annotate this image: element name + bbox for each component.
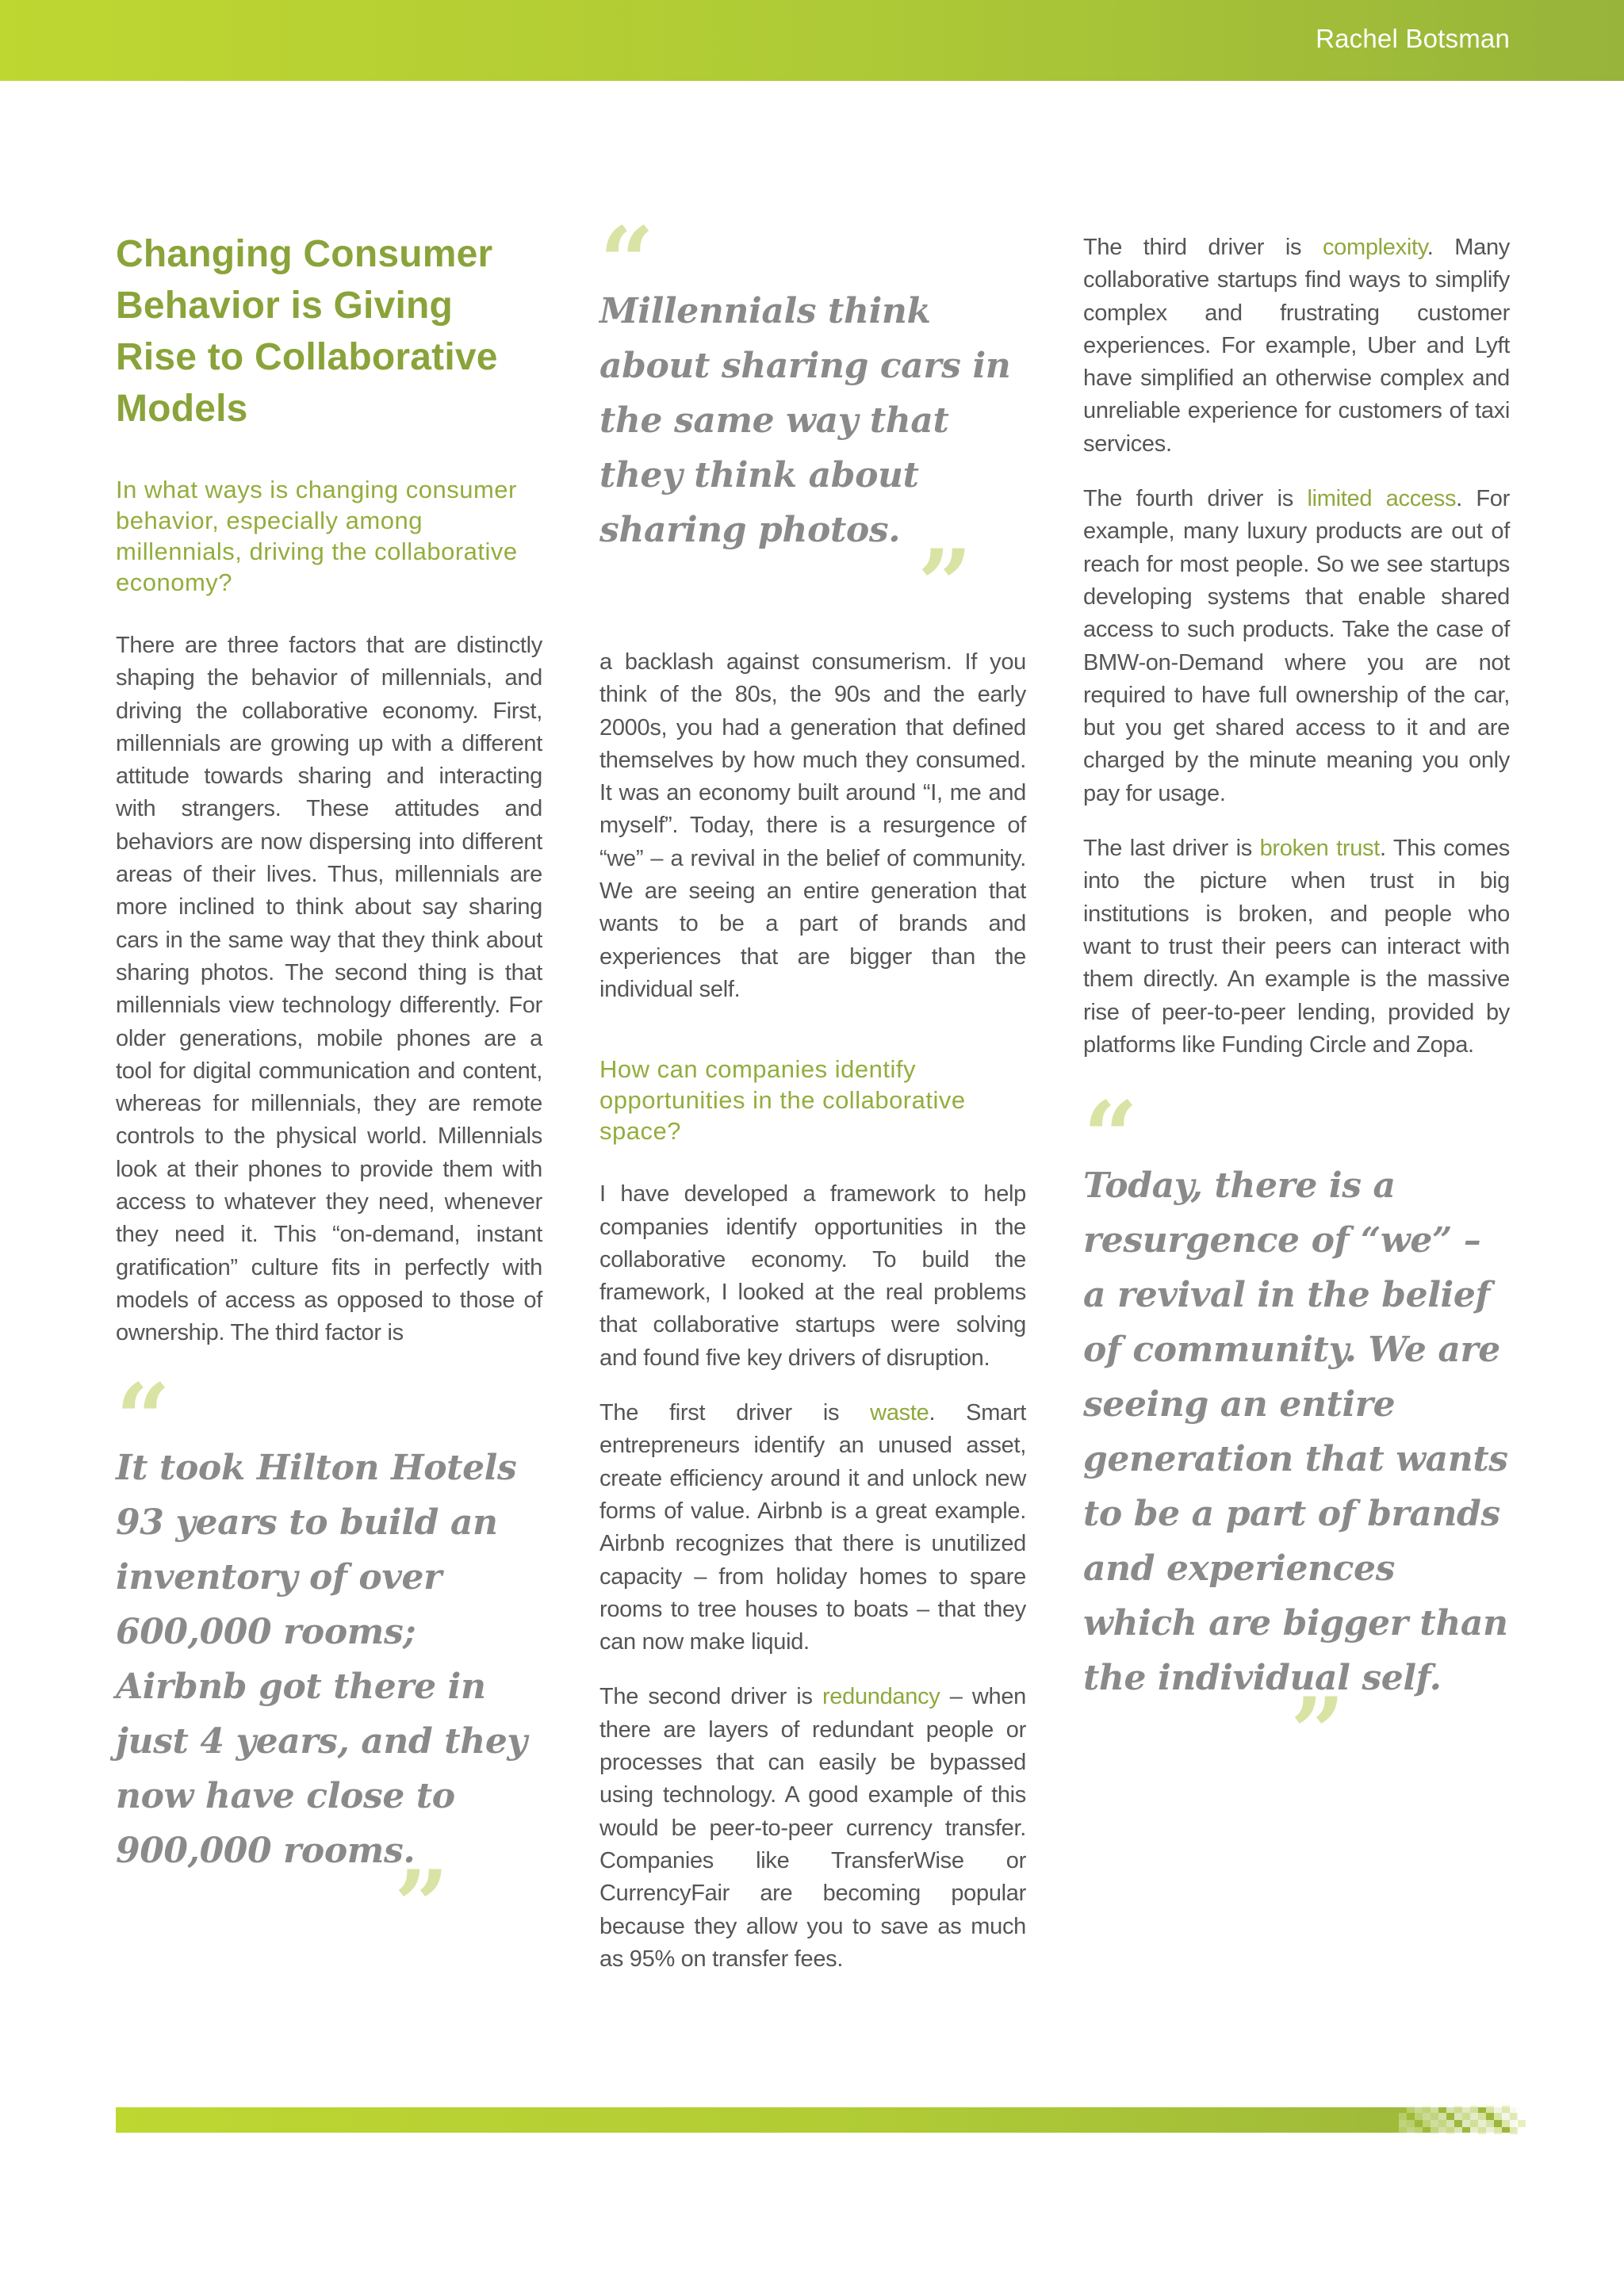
- column-3: [1083, 232, 1510, 1789]
- driver-rest: . Many collaborative startups find ways to simplify complex and frustrating customer experiences. For example, Uber and Lyft have simplified an otherwise complex and unreliable experience for customers of taxi services.: [1083, 235, 1510, 457]
- pixel-cell: [1462, 2127, 1470, 2134]
- pull-quote-1: [116, 1362, 542, 1961]
- pull-quote-text: It took Hilton Hotels 93 years to build an inventory of over 600,000 rooms; Airbnb got there in just 4 years, and they now have close to 900,000 rooms.: [116, 1447, 527, 1871]
- pixel-cell: [1399, 2120, 1407, 2127]
- pixel-cell: [1438, 2106, 1446, 2113]
- pixel-cell: [1454, 2106, 1462, 2113]
- open-quote-icon: “: [116, 1362, 162, 1475]
- pull-quote-text: Millennials think about sharing cars in the same way that they think about sharing photos.: [599, 291, 1011, 550]
- pixel-cell: [1423, 2127, 1431, 2134]
- pixel-cell: [1470, 2127, 1478, 2134]
- pixel-cell: [1462, 2106, 1470, 2113]
- driver-term-waste: waste: [870, 1400, 929, 1426]
- driver-redundancy-paragraph: [599, 1681, 1026, 1976]
- driver-term-limited-access: limited access: [1307, 486, 1457, 512]
- pixel-cell: [1446, 2127, 1454, 2134]
- pixel-cell: [1462, 2120, 1470, 2127]
- driver-broken-trust-paragraph: [1083, 832, 1510, 1062]
- driver-waste-paragraph: [599, 1397, 1026, 1659]
- pixel-cell: [1415, 2113, 1423, 2120]
- driver-lead: The third driver is: [1083, 235, 1323, 260]
- pixel-cell: [1510, 2113, 1518, 2120]
- driver-rest: . This comes into the picture when trust in big institutions is broken, and people who want to trust their peers can interact with them directly. An example is the massive rise of peer-to-peer lending, provided by platforms like Funding Circle and Zopa.: [1083, 836, 1510, 1058]
- pixel-cell: [1423, 2106, 1431, 2113]
- pixel-cell: [1486, 2106, 1494, 2113]
- pixel-cell: [1518, 2127, 1526, 2134]
- driver-complexity-paragraph: [1083, 232, 1510, 461]
- pixel-cell: [1494, 2120, 1502, 2127]
- pixel-cell: [1470, 2113, 1478, 2120]
- pixel-cell: [1502, 2127, 1510, 2134]
- pixel-cell: [1438, 2120, 1446, 2127]
- pixel-cell: [1446, 2106, 1454, 2113]
- close-quote-icon: ”: [393, 1849, 439, 1961]
- close-quote-icon: ”: [917, 529, 963, 641]
- pixel-cell: [1415, 2127, 1423, 2134]
- pixel-cell: [1415, 2120, 1423, 2127]
- close-quote-icon: ”: [1289, 1677, 1335, 1789]
- pull-quote-text: Today, there is a resurgence of “we” – a revival in the belief of community. We are seeing an entire generation that wants to be a part of brands and experiences which are bigger than the individual self.: [1083, 1165, 1508, 1699]
- header-band: [0, 0, 1624, 81]
- pixel-cell: [1502, 2113, 1510, 2120]
- pixel-cell: [1518, 2120, 1526, 2127]
- footer-band: [116, 2107, 1516, 2133]
- pixel-cell: [1399, 2113, 1407, 2120]
- pixel-cell: [1454, 2113, 1462, 2120]
- pixel-cell: [1494, 2127, 1502, 2134]
- driver-rest: . Smart entrepreneurs identify an unused asset, create efficiency around it and unlock new forms of value. Airbnb is a great example. Airbnb recognizes that there is unutilized capacity – from holiday homes to spare rooms to tree houses to boats – that they can now make liquid.: [599, 1400, 1026, 1655]
- driver-term-redundancy: redundancy: [822, 1684, 940, 1710]
- pixel-cell: [1502, 2120, 1510, 2127]
- pixel-cell: [1518, 2106, 1526, 2113]
- article-title: Changing Consumer Behavior is Giving Rise to Collaborative Models: [116, 233, 498, 430]
- pixel-cell: [1510, 2106, 1518, 2113]
- pixel-cell: [1438, 2113, 1446, 2120]
- answer-paragraph-framework: I have developed a framework to help companies identify opportunities in the collaborative economy. To build the framework, I looked at the real problems that collaborative startups were solving and found five key drivers of disruption.: [599, 1181, 1026, 1371]
- pixel-cell: [1407, 2127, 1415, 2134]
- driver-lead: The last driver is: [1083, 836, 1260, 862]
- author-name: Rachel Botsman: [1316, 24, 1510, 53]
- pull-quote-2: [599, 206, 1026, 641]
- pixel-cell: [1423, 2120, 1431, 2127]
- open-quote-icon: “: [599, 206, 645, 318]
- pixel-cell: [1407, 2120, 1415, 2127]
- pixel-pattern-icon: [1399, 2106, 1526, 2134]
- pixel-cell: [1415, 2106, 1423, 2113]
- pixel-cell: [1478, 2106, 1486, 2113]
- pixel-cell: [1407, 2106, 1415, 2113]
- open-quote-icon: “: [1083, 1081, 1129, 1193]
- pixel-cell: [1454, 2127, 1462, 2134]
- answer-paragraph-continued: a backlash against consumerism. If you think of the 80s, the 90s and the early 2000s, you had a generation that defined themselves by how much they consumed. It was an economy built around “I, me and myself”. Today, there is a resurgence of “we” – a revival in the belief of community. We are seeing an entire generation that wants to be a part of brands and experiences that are bigger than the individual self.: [599, 649, 1026, 1002]
- pixel-cell: [1431, 2106, 1438, 2113]
- pixel-cell: [1470, 2120, 1478, 2127]
- pixel-cell: [1407, 2113, 1415, 2120]
- pixel-cell: [1478, 2120, 1486, 2127]
- pull-quote-3: [1083, 1081, 1510, 1789]
- pixel-cell: [1454, 2120, 1462, 2127]
- driver-lead: The first driver is: [599, 1400, 871, 1426]
- driver-lead: The fourth driver is: [1083, 486, 1308, 512]
- pixel-cell: [1478, 2113, 1486, 2120]
- pixel-cell: [1470, 2106, 1478, 2113]
- pixel-cell: [1486, 2120, 1494, 2127]
- pixel-cell: [1486, 2127, 1494, 2134]
- pixel-cell: [1510, 2120, 1518, 2127]
- pixel-cell: [1399, 2127, 1407, 2134]
- pixel-cell: [1399, 2106, 1407, 2113]
- pixel-cell: [1486, 2113, 1494, 2120]
- pixel-cell: [1502, 2106, 1510, 2113]
- pixel-cell: [1510, 2127, 1518, 2134]
- driver-term-broken-trust: broken trust: [1259, 836, 1380, 862]
- pixel-cell: [1431, 2127, 1438, 2134]
- pixel-cell: [1478, 2127, 1486, 2134]
- driver-rest: . For example, many luxury products are out of reach for most people. So we see startups developing systems that enable shared access to such products. Take the case of BMW-on-Demand where you are not required to have full ownership of the car, but you get shared access to it and are charged by the minute meaning you only pay for usage.: [1083, 486, 1510, 806]
- pixel-cell: [1494, 2113, 1502, 2120]
- column-1: [116, 222, 542, 1961]
- driver-lead: The second driver is: [599, 1684, 822, 1710]
- pixel-cell: [1494, 2106, 1502, 2113]
- pixel-cell: [1431, 2113, 1438, 2120]
- pixel-cell: [1431, 2120, 1438, 2127]
- driver-limited-access-paragraph: [1083, 483, 1510, 810]
- driver-rest: – when there are layers of redundant people or processes that can easily be bypassed using technology. A good example of this would be peer-to-peer currency transfer. Companies like TransferWise or CurrencyFair are becoming popular because they allow you to save as much as 95% on transfer fees.: [599, 1684, 1026, 1972]
- pixel-cell: [1423, 2113, 1431, 2120]
- pixel-cell: [1438, 2127, 1446, 2134]
- pixel-cell: [1446, 2113, 1454, 2120]
- pixel-cell: [1462, 2113, 1470, 2120]
- answer-paragraph-1: There are three factors that are distinctly shaping the behavior of millennials, and driving the collaborative economy. First, millennials are growing up with a different attitude towards sharing and interacting with strangers. These attitudes and behaviors are now dispersing into different areas of their lives. Thus, millennials are more inclined to think about say sharing cars in the same way that they think about sharing photos. The second thing is that millennials view technology differently. For older generations, mobile phones are a tool for digital communication and content, whereas for millennials, they are remote controls to the physical world. Millennials look at their phones to provide them with access to whatever they need, whenever they need it. This “on-demand, instant gratification” culture fits in perfectly with models of access as opposed to those of ownership. The third factor is: [116, 633, 542, 1346]
- pixel-cell: [1446, 2120, 1454, 2127]
- interview-question-1: In what ways is changing consumer behavior, especially among millennials, driving the collaborative economy?: [116, 476, 518, 596]
- pixel-cell: [1518, 2113, 1526, 2120]
- column-2: [599, 206, 1026, 1976]
- driver-term-complexity: complexity: [1322, 235, 1427, 260]
- interview-question-2: How can companies identify opportunities in the collaborative space?: [599, 1055, 966, 1146]
